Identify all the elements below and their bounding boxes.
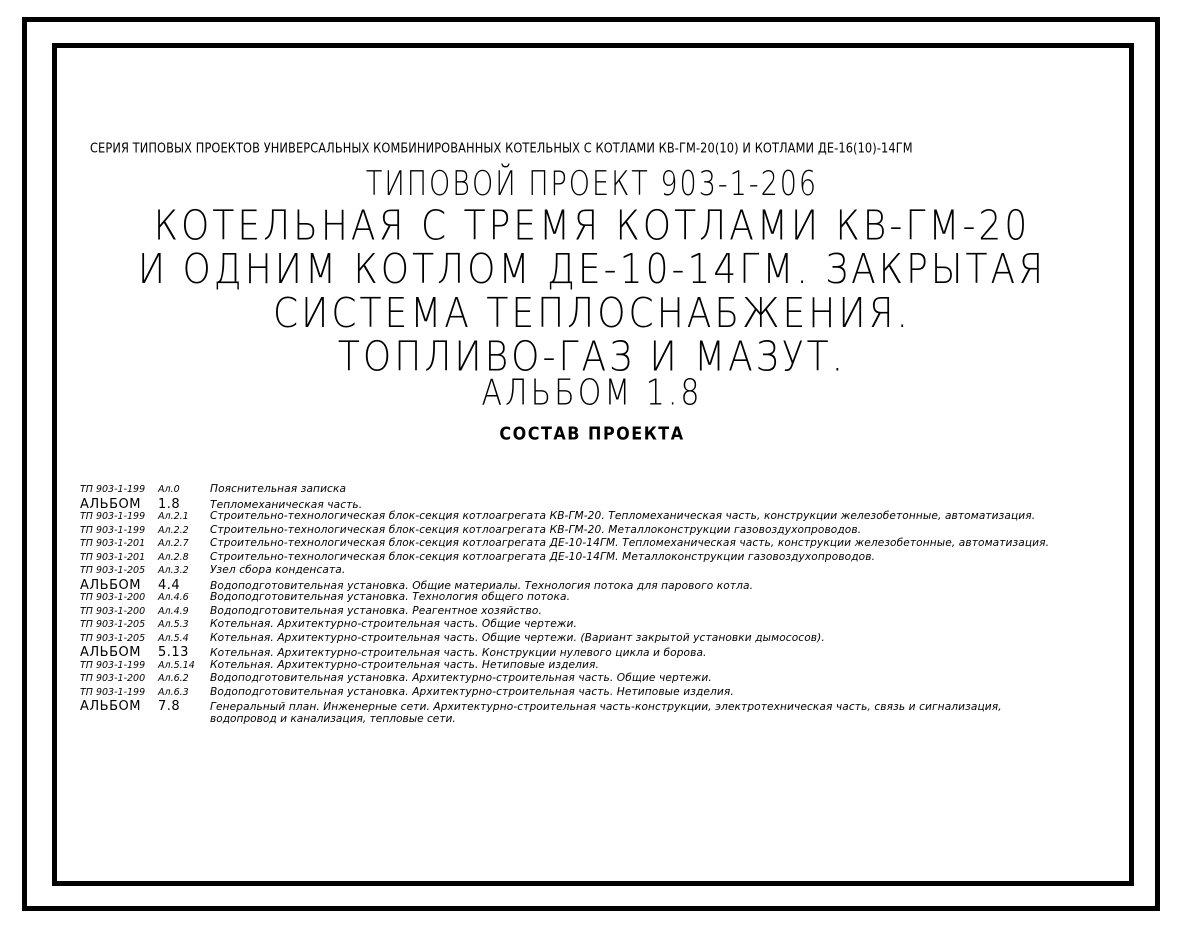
contents-description: Узел сбора конденсата. xyxy=(210,564,346,576)
title-line: СИСТЕМА ТЕПЛОСНАБЖЕНИЯ. xyxy=(273,290,911,338)
contents-description-continuation: водопровод и канализация, тепловые сети. xyxy=(210,712,456,725)
contents-code: ТП 903-1-201 xyxy=(80,551,146,563)
contents-code: ТП 903-1-199 xyxy=(80,659,146,671)
contents-volume: Ал.6.2 xyxy=(158,673,189,684)
composition-heading: СОСТАВ ПРОЕКТА xyxy=(499,423,685,444)
contents-volume: Ал.2.2 xyxy=(158,524,189,536)
contents-row xyxy=(80,578,1140,592)
contents-row xyxy=(80,605,1140,619)
contents-volume: 4.4 xyxy=(158,577,181,593)
contents-row xyxy=(80,659,1140,673)
contents-row xyxy=(80,686,1140,700)
contents-row xyxy=(80,510,1140,524)
contents-description: Строительно-технологическая блок-секция котлоагрегата КВ-ГМ-20. Металлоконструкции газовоздухопроводов. xyxy=(210,523,862,536)
contents-volume: Ал.0 xyxy=(158,484,180,495)
title-line: И ОДНИМ КОТЛОМ ДЕ-10-14ГМ. ЗАКРЫТАЯ xyxy=(137,246,1047,294)
contents-row xyxy=(80,497,1140,511)
contents-description: Водоподготовительная установка. Общие материалы. Технология потока для парового котла. xyxy=(210,579,754,592)
contents-code: ТП 903-1-199 xyxy=(80,686,146,698)
contents-description: Котельная. Архитектурно-строительная часть. Общие чертежи. xyxy=(210,618,577,630)
contents-code: ТП 903-1-199 xyxy=(80,524,146,536)
contents-description: Пояснительная записка xyxy=(210,483,347,495)
contents-row xyxy=(80,537,1140,551)
contents-volume: Ал.2.1 xyxy=(158,511,189,522)
contents-row xyxy=(80,618,1140,632)
project-title xyxy=(0,202,1184,381)
contents-volume: Ал.4.6 xyxy=(158,592,189,603)
contents-code: ТП 903-1-205 xyxy=(80,632,146,644)
contents-description: Строительно-технологическая блок-секция котлоагрегата КВ-ГМ-20. Тепломеханическая часть, конструкции железобетонные, автоматизация. xyxy=(210,510,1036,522)
project-number: ТИПОВОЙ ПРОЕКТ 903-1-206 xyxy=(365,165,819,204)
contents-description: Тепломеханическая часть. xyxy=(210,498,363,511)
contents-volume: Ал.4.9 xyxy=(158,605,189,617)
contents-row xyxy=(80,632,1140,646)
contents-code: ТП 903-1-201 xyxy=(80,538,146,549)
album-number: АЛЬБОМ 1.8 xyxy=(481,372,703,414)
contents-volume: Ал.3.2 xyxy=(158,565,189,576)
contents-volume: 1.8 xyxy=(158,496,181,512)
contents-description: Водоподготовительная установка. Технология общего потока. xyxy=(210,591,571,603)
contents-volume: Ал.5.4 xyxy=(158,632,189,644)
contents-volume: Ал.2.7 xyxy=(158,538,189,549)
contents-description: Котельная. Архитектурно-строительная часть. Общие чертежи. (Вариант закрытой установки дымососов). xyxy=(210,631,825,644)
contents-row xyxy=(80,699,1140,713)
contents-code: ТП 903-1-199 xyxy=(80,484,146,495)
contents-description: Строительно-технологическая блок-секция котлоагрегата ДЕ-10-14ГМ. Тепломеханическая часть, конструкции железобетонные, автоматизация. xyxy=(210,537,1050,549)
contents-volume: 5.13 xyxy=(158,645,189,660)
contents-row xyxy=(80,551,1140,565)
contents-code: АЛЬБОМ xyxy=(80,577,141,593)
contents-description: Строительно-технологическая блок-секция котлоагрегата ДЕ-10-14ГМ. Металлоконструкции газовоздухопроводов. xyxy=(210,550,876,563)
contents-row xyxy=(80,483,1140,497)
contents-volume: Ал.6.3 xyxy=(158,686,189,698)
contents-description: Котельная. Архитектурно-строительная часть. Нетиповые изделия. xyxy=(210,658,599,671)
contents-description: Водоподготовительная установка. Архитектурно-строительная часть. Общие чертежи. xyxy=(210,672,712,684)
contents-row xyxy=(80,645,1140,659)
contents-code: ТП 903-1-199 xyxy=(80,511,146,522)
contents-volume: Ал.5.3 xyxy=(158,619,189,630)
contents-code: АЛЬБОМ xyxy=(80,645,141,660)
contents-description: Генеральный план. Инженерные сети. Архитектурно-строительная часть-конструкции, электротехническая часть, связь и сигнализация, xyxy=(210,701,1002,713)
contents-description: Водоподготовительная установка. Архитектурно-строительная часть. Нетиповые изделия. xyxy=(210,685,734,698)
series-heading: СЕРИЯ ТИПОВЫХ ПРОЕКТОВ УНИВЕРСАЛЬНЫХ КОМБИНИРОВАННЫХ КОТЕЛЬНЫХ С КОТЛАМИ КВ-ГМ-20(10) И КОТЛАМИ ДЕ-16(10)-14ГМ xyxy=(90,140,913,157)
contents-code: АЛЬБОМ xyxy=(80,496,141,512)
contents-code: ТП 903-1-200 xyxy=(80,673,146,684)
contents-code: ТП 903-1-205 xyxy=(80,619,146,630)
contents-description: Котельная. Архитектурно-строительная часть. Конструкции нулевого цикла и борова. xyxy=(210,647,707,659)
contents-volume: Ал.2.8 xyxy=(158,551,189,563)
contents-code: ТП 903-1-200 xyxy=(80,605,146,617)
contents-volume: 7.8 xyxy=(158,699,181,714)
contents-code: ТП 903-1-200 xyxy=(80,592,146,603)
contents-row xyxy=(80,524,1140,538)
contents-code: ТП 903-1-205 xyxy=(80,565,146,576)
contents-description: Водоподготовительная установка. Реагентное хозяйство. xyxy=(210,604,542,617)
contents-list xyxy=(80,483,1140,726)
contents-code: АЛЬБОМ xyxy=(80,699,141,714)
title-line: ТОПЛИВО-ГАЗ И МАЗУТ. xyxy=(337,333,847,381)
contents-row xyxy=(80,672,1140,686)
contents-row xyxy=(80,564,1140,578)
title-line: КОТЕЛЬНАЯ С ТРЕМЯ КОТЛАМИ КВ-ГМ-20 xyxy=(153,202,1031,250)
contents-row xyxy=(80,591,1140,605)
contents-volume: Ал.5.14 xyxy=(158,659,195,671)
